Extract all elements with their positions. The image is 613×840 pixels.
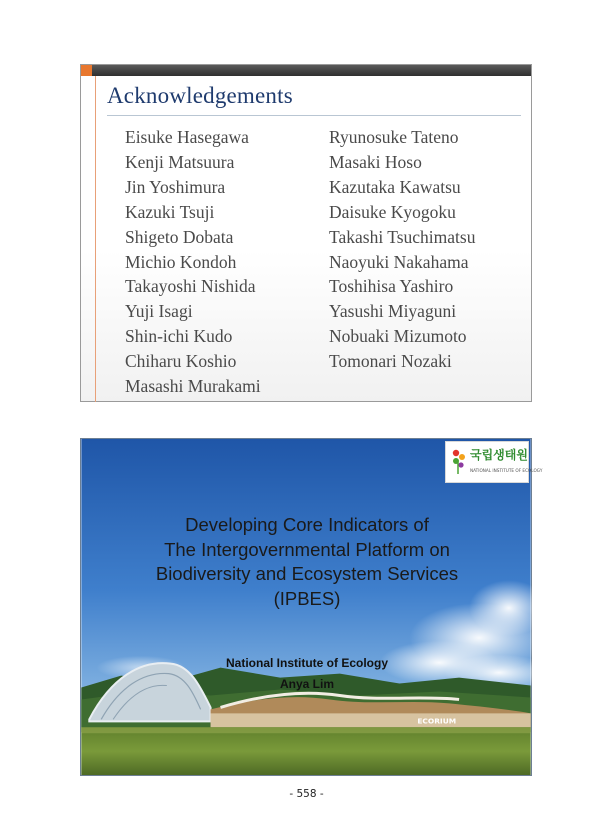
nie-logo: [445, 441, 543, 483]
acknowledged-name: Shigeto Dobata: [125, 226, 234, 247]
acknowledged-name: Masashi Murakami: [125, 376, 261, 397]
ipbes-title-slide: [80, 438, 543, 776]
acknowledged-name: Nobuaki Mizumoto: [329, 326, 467, 347]
acknowledged-name: Chiharu Koshio: [125, 351, 237, 372]
acknowledged-name: Toshihisa Yashiro: [329, 276, 454, 297]
title-line: Biodiversity and Ecosystem Services: [155, 563, 459, 584]
title-line: (IPBES): [273, 587, 341, 609]
acknowledged-name: Naoyuki Nakahama: [329, 251, 469, 272]
acknowledged-name: Masaki Hoso: [329, 151, 422, 172]
presenter-info: [121, 653, 493, 695]
slide-top-bar: [81, 65, 531, 76]
slide-accent-square: [81, 65, 92, 76]
acknowledged-name: Shin-ichi Kudo: [125, 326, 233, 347]
logo-korean-name: 국립생태원: [470, 448, 528, 462]
title-underline: [107, 115, 521, 116]
acknowledgements-slide: [80, 64, 532, 402]
building-sign: ECORIUM: [417, 716, 457, 726]
page-number: - 558 -: [289, 788, 324, 800]
acknowledged-name: Kenji Matsuura: [125, 151, 235, 172]
acknowledged-name: Tomonari Nozaki: [329, 351, 452, 372]
title-line: Developing Core Indicators of: [185, 514, 429, 535]
institution-name: National Institute of Ecology: [225, 656, 388, 670]
presenter-name: Anya Lim: [279, 677, 334, 691]
slide-left-rule: [95, 76, 96, 402]
acknowledged-name: Kazuki Tsuji: [125, 201, 215, 222]
acknowledged-name: Ryunosuke Tateno: [329, 127, 459, 147]
acknowledged-name: Yasushi Miyaguni: [329, 301, 457, 322]
slide-title: Acknowledgements: [107, 83, 293, 108]
acknowledged-name: Eisuke Hasegawa: [125, 127, 249, 147]
acknowledged-name: Jin Yoshimura: [125, 176, 226, 197]
acknowledged-name: Daisuke Kyogoku: [329, 201, 456, 222]
acknowledged-name: Michio Kondoh: [125, 251, 237, 272]
leaf-logo-icon: [450, 448, 468, 474]
title-line: The Intergovernmental Platform on: [164, 538, 450, 560]
acknowledged-name: Takashi Tsuchimatsu: [329, 226, 476, 247]
presentation-title: [121, 513, 493, 611]
acknowledged-name: Takayoshi Nishida: [125, 276, 256, 297]
acknowledged-name: Kazutaka Kawatsu: [329, 176, 461, 197]
names-column-right: [329, 125, 475, 374]
names-column-left: [125, 125, 261, 399]
acknowledged-name: Yuji Isagi: [125, 301, 193, 322]
logo-english-name: NATIONAL INSTITUTE OF ECOLOGY: [470, 468, 543, 473]
